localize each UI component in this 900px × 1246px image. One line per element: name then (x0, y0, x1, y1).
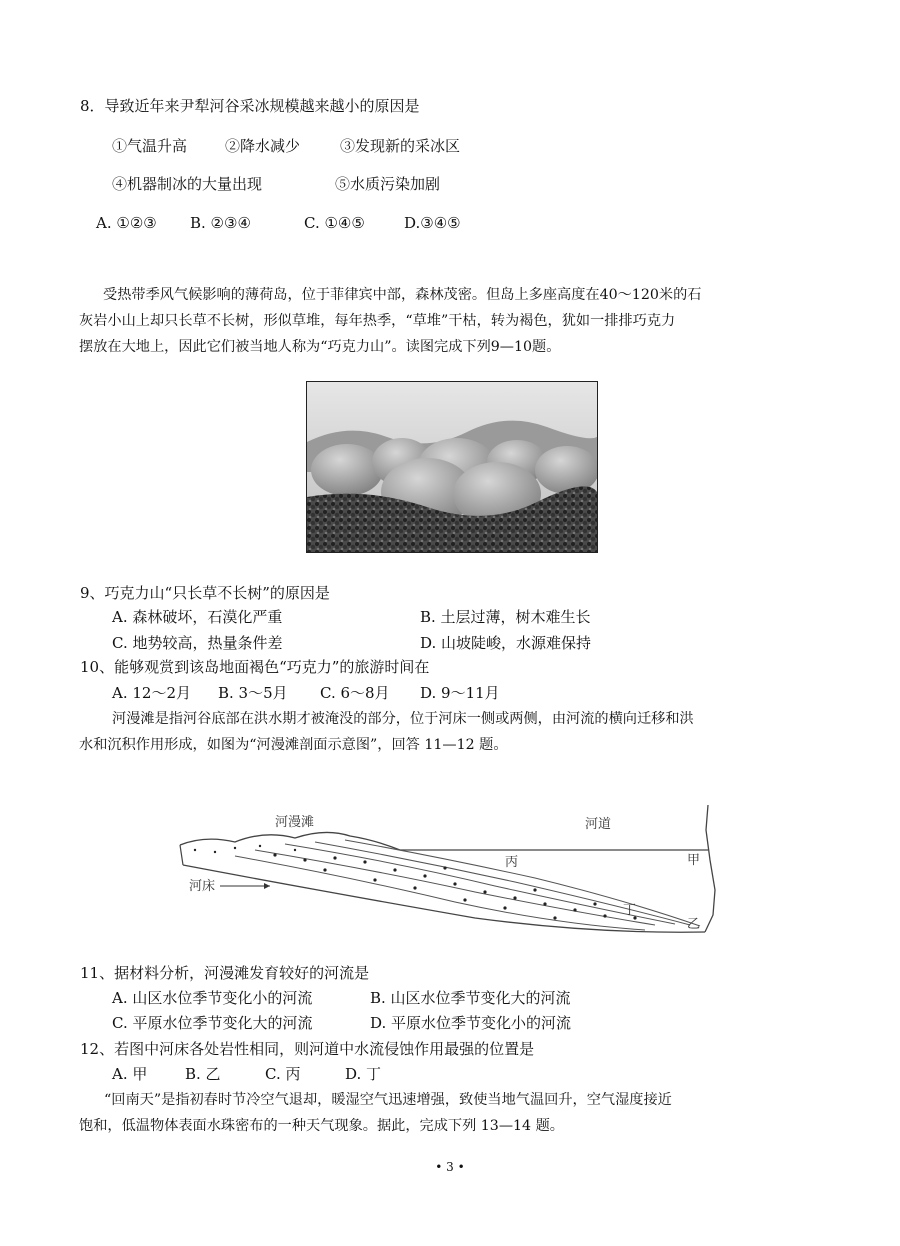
passage1-line-3: 摆放在大地上，因此它们被当地人称为“巧克力山”。读图完成下列9—10题。 (79, 339, 561, 355)
diagram-label-channel: 河道 (585, 817, 612, 832)
q11-option-b: B. 山区水位季节变化大的河流 (370, 989, 571, 1007)
chocolate-hills-photo (306, 381, 598, 553)
q8-item-1: ①气温升高 (112, 137, 188, 155)
floodplain-diagram (175, 800, 725, 940)
diagram-label-yi: 乙 (687, 917, 701, 932)
q9-stem: 9、巧克力山“只长草不长树”的原因是 (80, 584, 330, 602)
q11-option-a: A. 山区水位季节变化小的河流 (112, 989, 313, 1007)
q12-option-c: C. 丙 (265, 1065, 301, 1083)
page-number: • 3 • (435, 1160, 465, 1174)
q8-stem: 8．导致近年来尹犁河谷采冰规模越来越小的原因是 (80, 97, 420, 115)
q9-option-c: C. 地势较高，热量条件差 (112, 634, 283, 652)
q12-option-d: D. 丁 (345, 1065, 382, 1083)
q8-item-3: ③发现新的采冰区 (340, 137, 461, 155)
passage3-line-1: “回南天”是指初春时节冷空气退却，暖湿空气迅速增强，致使当地气温回升，空气湿度接近 (104, 1092, 672, 1108)
passage2-line-2: 水和沉积作用形成，如图为“河漫滩剖面示意图”，回答 11—12 题。 (79, 737, 508, 753)
q8-item-5: ⑤水质污染加剧 (335, 175, 441, 193)
q11-option-c: C. 平原水位季节变化大的河流 (112, 1014, 313, 1032)
q8-option-c: C. ①④⑤ (304, 214, 365, 232)
passage1-line-1: 受热带季风气候影响的薄荷岛，位于菲律宾中部，森林茂密。但岛上多座高度在40～120米的石 (103, 287, 702, 303)
q9-option-d: D. 山坡陡峻，水源难保持 (420, 634, 592, 652)
q8-option-d: D.③④⑤ (404, 214, 461, 232)
diagram-label-jia: 甲 (687, 853, 701, 868)
q10-stem: 10、能够观赏到该岛地面褐色“巧克力”的旅游时间在 (80, 658, 430, 676)
q9-option-a: A. 森林破坏，石漠化严重 (112, 608, 283, 626)
q8-option-b: B. ②③④ (190, 214, 251, 232)
q8-option-a: A. ①②③ (96, 214, 157, 232)
q11-option-d: D. 平原水位季节变化小的河流 (370, 1014, 572, 1032)
diagram-label-bing: 丙 (505, 855, 519, 870)
q12-option-b: B. 乙 (185, 1065, 221, 1083)
q11-stem: 11、据材料分析，河漫滩发育较好的河流是 (80, 964, 370, 982)
q10-option-c: C. 6～8月 (320, 684, 390, 702)
q12-stem: 12、若图中河床各处岩性相同，则河道中水流侵蚀作用最强的位置是 (80, 1040, 535, 1058)
q8-item-2: ②降水减少 (225, 137, 301, 155)
q9-option-b: B. 土层过薄，树木难生长 (420, 608, 591, 626)
q10-option-b: B. 3～5月 (218, 684, 288, 702)
diagram-label-ding: 丁 (623, 903, 637, 918)
passage1-line-2: 灰岩小山上却只长草不长树，形似草堆，每年热季，“草堆”干枯，转为褐色，犹如一排排巧克力 (79, 313, 676, 329)
q12-option-a: A. 甲 (112, 1065, 148, 1083)
diagram-label-floodplain: 河漫滩 (275, 815, 315, 830)
q8-item-4: ④机器制冰的大量出现 (112, 175, 263, 193)
q10-option-a: A. 12～2月 (112, 684, 191, 702)
passage3-line-2: 饱和，低温物体表面水珠密布的一种天气现象。据此，完成下列 13—14 题。 (79, 1118, 564, 1134)
passage2-line-1: 河漫滩是指河谷底部在洪水期才被淹没的部分，位于河床一侧或两侧，由河流的横向迁移和洪 (112, 711, 694, 727)
diagram-label-bed: 河床 (189, 879, 216, 894)
q10-option-d: D. 9～11月 (420, 684, 500, 702)
